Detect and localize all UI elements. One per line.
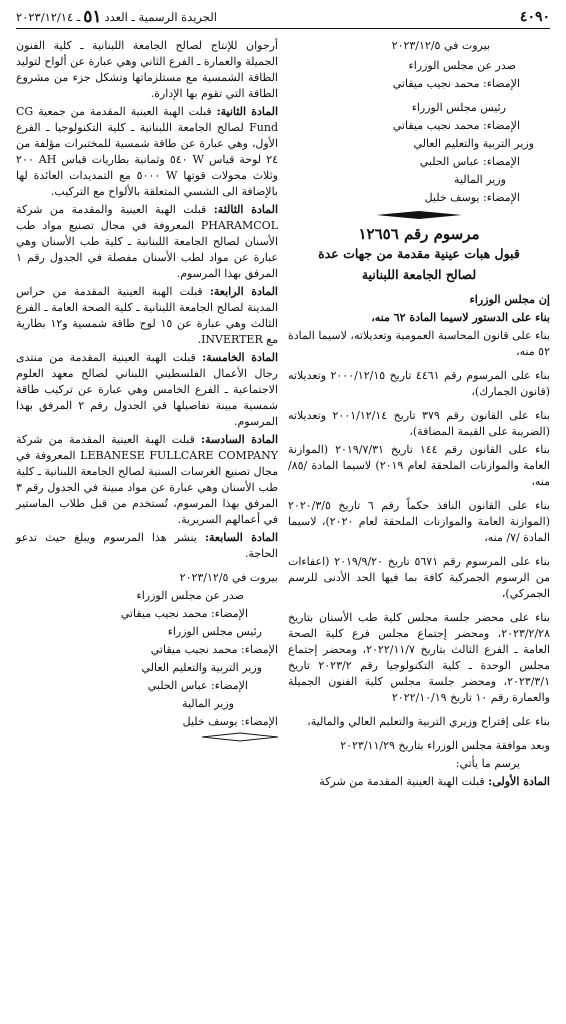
signature-issued: صدر عن مجلس الوزراء xyxy=(136,589,244,602)
end-divider xyxy=(16,732,278,742)
article-text: ينشر هذا المرسوم ويبلغ حيث تدعو الحاجة. xyxy=(16,531,278,560)
article-label: المادة السابعة: xyxy=(204,531,278,544)
basis-item: بناء على القانون رقم ٣٧٩ تاريخ ٢٠٠١/١٢/١٤ وتعديلاته (الضريبة على القيمة المضافة)، xyxy=(288,409,550,438)
article-7 xyxy=(16,530,278,562)
article-text: قبلت الهبة العينية المقدمة من منتدى رجال الأعمال الفلسطيني اللبناني لصالح معهد العلوم الاجتماعية ـ الفرع الخامس وهي عبارة عن تركيب طاقة شمسية مبينة تفاصيلها في الجدول رقم ٢ المرفق بهذا المرسوم. xyxy=(16,351,278,428)
signing-date: بيروت في ٢٠٢٣/١٢/٥ xyxy=(179,571,278,584)
article-text: قبلت الهبة العينية المقدمة من شركة LEBANESE FULLCARE COMPANY المعروفة في مجال تصنيع الغرسات السنية لصالح الجامعة اللبنانية ـ كلية طب الأسنان وهي عبارة عن مواد مبينة في الجدول رقم ٣ المرفق بهذا المرسوم، تُستخدم من قبل طلاب الماستير في أعمالهم السريرية. xyxy=(16,433,278,526)
signature-fin-title: وزير المالية xyxy=(182,697,234,710)
article-label: المادة الرابعة: xyxy=(209,285,278,298)
right-column xyxy=(288,38,550,792)
decree-title: مرسوم رقم ١٢٦٥٦ xyxy=(358,225,480,243)
signature-fin-signed: الإمضاء: يوسف خليل xyxy=(182,715,278,728)
article-label: المادة الأولى: xyxy=(488,775,550,788)
decrees-statement: يرسم ما يأتي: xyxy=(455,757,520,770)
decree-subject-line-2: لصالح الجامعة اللبنانية xyxy=(361,267,477,282)
article-label: المادة السادسة: xyxy=(201,433,278,446)
signature-edu-signed: الإمضاء: عباس الحلبي xyxy=(419,155,520,168)
signature-pm-title: رئيس مجلس الوزراء xyxy=(167,625,262,638)
signature-fin-title: وزير المالية xyxy=(454,173,506,186)
council-preamble: إن مجلس الوزراء xyxy=(469,293,550,306)
page-number: ٤٠٩٠ xyxy=(519,9,550,25)
signature-edu-title: وزير التربية والتعليم العالي xyxy=(141,661,262,674)
basis-constitution: بناء على الدستور لاسيما المادة ٦٢ منه، xyxy=(371,311,550,324)
article-label: المادة الثالثة: xyxy=(213,203,278,216)
article-1 xyxy=(288,774,550,790)
article-label: المادة الثانية: xyxy=(216,105,278,118)
signature-pm-signed: الإمضاء: محمد نجيب ميقاتي xyxy=(392,77,520,90)
article-5 xyxy=(16,350,278,430)
article-text: قبلت الهبة العينية المقدمة من جمعية CG Fund لصالح الجامعة اللبنانية ـ كلية التكنولوجيا ـ الفرع الأول، وهي عبارة عن طاقة شمسية للمختبرات مؤلفة من ٢٤ لوحة قياس W ٥٤٠ وثمانية بطاريات قياس AH ٢٠٠ وثلاث محولات قوتها W ٥٠٠٠ مع التمديدات العائدة لها بالإضافة الى الشسي المتعلقة بالألواح مع التركيب. xyxy=(16,105,279,198)
article-text: قبلت الهبة العينية المقدمة من شركة xyxy=(319,775,485,788)
basis-item: بناء على المرسوم رقم ٥٦٧١ تاريخ ٢٠١٩/٩/٢٠ (اعفاءات من الرسوم الجمركية كافة بما فيها الحد الأدنى للرسم الجمركي)، xyxy=(288,555,550,600)
article-4 xyxy=(16,284,278,348)
approval-statement: وبعد موافقة مجلس الوزراء بتاريخ ٢٠٢٣/١١/٢٩ xyxy=(340,739,550,752)
issue-date: ـ ٢٠٢٣/١٢/١٤ xyxy=(16,10,81,24)
article-1-continuation: أرجوان للإنتاج لصالح الجامعة اللبنانية ـ كلية الفنون الجميلة والعمارة ـ الفرع الثاني وهي عبارة عن ألواح لتوليد الطاقة الشمسية مع مستلزماتها وتشكل جزء من مشروع الطاقة التي تقوم بها الإدارة. xyxy=(16,39,278,100)
article-text: قبلت الهبة العينية المقدمة من حراس المدينة لصالح الجامعة اللبنانية ـ كلية الصحة العامة ـ الفرع الثالث وهي عبارة عن ١٥ لوح طاقة شمسية و١٢ بطارية مع INVERTER. xyxy=(16,285,278,346)
basis-item: بناء على المرسوم رقم ٤٤٦١ تاريخ ٢٠٠٠/١٢/١٥ وتعديلاته (قانون الجمارك)، xyxy=(288,369,550,398)
basis-item: بناء على إقتراح وزيري التربية والتعليم العالي والمالية، xyxy=(307,715,550,728)
article-text: قبلت الهبة العينية والمقدمة من شركة PHARAMCOL المعروفة في مجال تصنيع مواد طب الأسنان لصالح الجامعة اللبنانية ـ كلية طب الأسنان وهي عبارة عن مواد لطب الأسنان مفصلة في الجدول رقم ١ المرفق بهذا المرسوم. xyxy=(16,203,278,280)
issue-number: ٥١ xyxy=(83,7,102,27)
page-header xyxy=(16,6,550,29)
basis-item: بناء على القانون النافذ حكماً رقم ٦ تاريخ ٢٠٢٠/٣/٥ (الموازنة العامة والموازنات الملحقة لعام ٢٠٢٠)، لاسيما المادة /٧/ منه، xyxy=(288,499,550,544)
article-6 xyxy=(16,432,278,528)
basis-item: بناء على القانون رقم ١٤٤ تاريخ ٢٠١٩/٧/٣١ (الموازنة العامة والموازنات الملحقة لعام ٢٠١٩) لاسيما المادة /٨٥/ منه، xyxy=(288,443,550,488)
basis-item: بناء على قانون المحاسبة العمومية وتعديلاته، لاسيما المادة ٥٢ منه، xyxy=(288,329,550,358)
signature-fin-signed: الإمضاء: يوسف خليل xyxy=(424,191,520,204)
article-label: المادة الخامسة: xyxy=(202,351,279,364)
decree-subject-line-1: قبول هبات عينية مقدمة من جهات عدة xyxy=(318,246,520,261)
left-column xyxy=(16,38,278,742)
divider-ornament xyxy=(202,732,278,742)
journal-name: الجريدة الرسمية ـ العدد xyxy=(104,10,217,24)
journal-masthead xyxy=(16,9,217,25)
signature-pm-signed: الإمضاء: محمد نجيب ميقاتي xyxy=(120,607,248,620)
signature-edu-title: وزير التربية والتعليم العالي xyxy=(413,137,534,150)
signature-edu-signed: الإمضاء: عباس الحلبي xyxy=(147,679,248,692)
article-2 xyxy=(16,104,278,200)
basis-item: بناء على محضر جلسة مجلس كلية طب الأسنان بتاريخ ٢٠٢٣/٢/٢٨، ومحضر إجتماع مجلس فرع كلية الصحة العامة ـ الفرع الثالث بتاريخ ٢٠٢٢/١١/٧، ومحضر إجتماع مجلس الوحدة ـ كلية التكنولوجيا رقم ٢٠٢٣/٢ تاريخ ٢٠٢٣/٣/١، ومحضر جلسة مجلس كلية الفنون الجميلة والعمارة رقم ١٠ تاريخ ٢٠٢٢/١٠/١٩ xyxy=(288,611,550,704)
signature-pm-signed-2: الإمضاء: محمد نجيب ميقاتي xyxy=(392,119,520,132)
section-divider xyxy=(288,210,550,220)
divider-ornament xyxy=(376,210,462,220)
signature-pm-signed-2: الإمضاء: محمد نجيب ميقاتي xyxy=(150,643,278,656)
top-date: بيروت في ٢٠٢٣/١٢/٥ xyxy=(391,39,490,52)
signature-pm-title: رئيس مجلس الوزراء xyxy=(411,101,506,114)
article-3 xyxy=(16,202,278,282)
signature-issued: صدر عن مجلس الوزراء xyxy=(408,59,516,72)
